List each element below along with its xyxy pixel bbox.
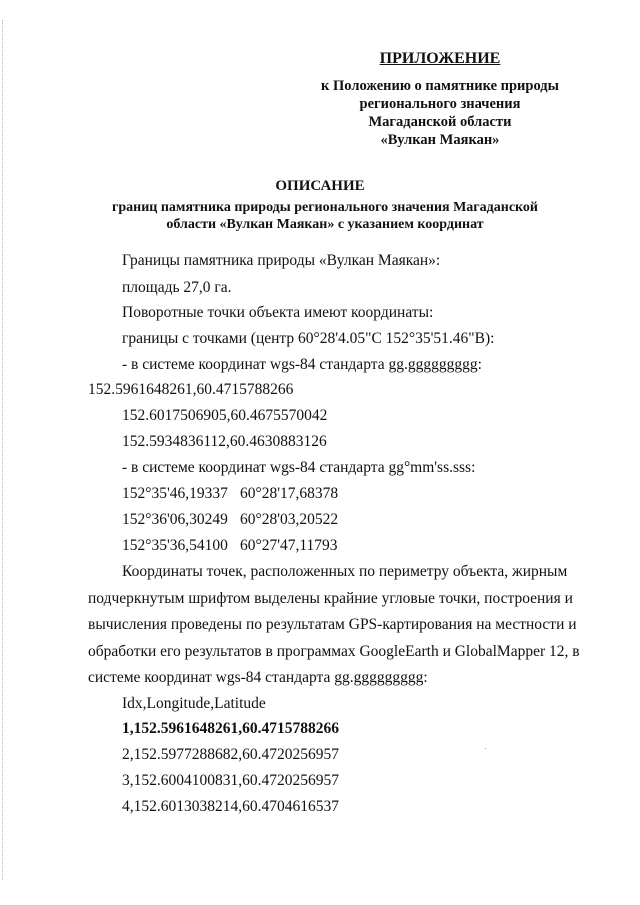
table-row: 4,152.6013038214,60.4704616537 (122, 798, 339, 815)
paragraph-line: системе координат wgs-84 стандарта gg.ggggggggg: (88, 669, 428, 686)
table-row: 3,152.6004100831,60.4720256957 (122, 772, 339, 789)
scan-edge (2, 20, 5, 880)
dms-coord-row (122, 485, 338, 503)
dms-latitude: 60°27'47,11793 (240, 537, 338, 554)
appendix-line: Магаданской области (368, 114, 512, 130)
dms-latitude: 60°28'03,20522 (240, 511, 339, 528)
body-intro: Границы памятника природы «Вулкан Маякан»: (122, 252, 441, 269)
table-header: Idx,Longitude,Latitude (122, 695, 266, 712)
body-center: границы с точками (центр 60°28'4.05"С 152°35'51.46"В): (122, 330, 495, 347)
description-subtitle-line: границ памятника природы регионального значения Магаданской (112, 200, 538, 215)
dms-header: - в системе координат wgs-84 стандарта gg°mm'ss.sss: (122, 459, 476, 476)
paragraph-line: обработки его результатов в программах GoogleEarth и GlobalMapper 12, в (88, 643, 580, 660)
dms-longitude: 152°36'06,30249 (122, 511, 228, 528)
paragraph-line: подчеркнутым шрифтом выделены крайние угловые точки, построения и (88, 590, 573, 607)
appendix-line: регионального значения (359, 96, 521, 112)
body-area: площадь 27,0 га. (122, 279, 232, 296)
appendix-line: к Положению о памятнике природы (321, 78, 559, 94)
decimal-coord: 152.5961648261,60.4715788266 (88, 381, 294, 398)
decimal-coord: 152.5934836112,60.4630883126 (122, 433, 327, 450)
dms-longitude: 152°35'36,54100 (122, 537, 228, 554)
paragraph-line: Координаты точек, расположенных по периметру объекта, жирным (122, 563, 568, 580)
appendix-heading: ПРИЛОЖЕНИЕ (379, 50, 501, 67)
paragraph-line: вычисления проведены по результатам GPS-картирования на местности и (88, 616, 577, 633)
description-subtitle-line: области «Вулкан Маякан» с указанием координат (166, 217, 484, 232)
dms-coord-row (122, 537, 338, 555)
scan-speck (485, 748, 486, 749)
decimal-header: - в системе координат wgs-84 стандарта gg.ggggggggg: (122, 356, 482, 373)
description-title: ОПИСАНИЕ (275, 178, 365, 194)
body-points-intro: Поворотные точки объекта имеют координаты: (122, 304, 434, 321)
appendix-line: «Вулкан Маякан» (380, 132, 500, 148)
dms-longitude: 152°35'46,19337 (122, 485, 228, 502)
dms-latitude: 60°28'17,68378 (240, 485, 339, 502)
table-row: 1,152.5961648261,60.4715788266 (122, 720, 339, 737)
decimal-coord: 152.6017506905,60.4675570042 (122, 407, 328, 424)
table-row: 2,152.5977288682,60.4720256957 (122, 746, 339, 763)
dms-coord-row (122, 511, 338, 529)
